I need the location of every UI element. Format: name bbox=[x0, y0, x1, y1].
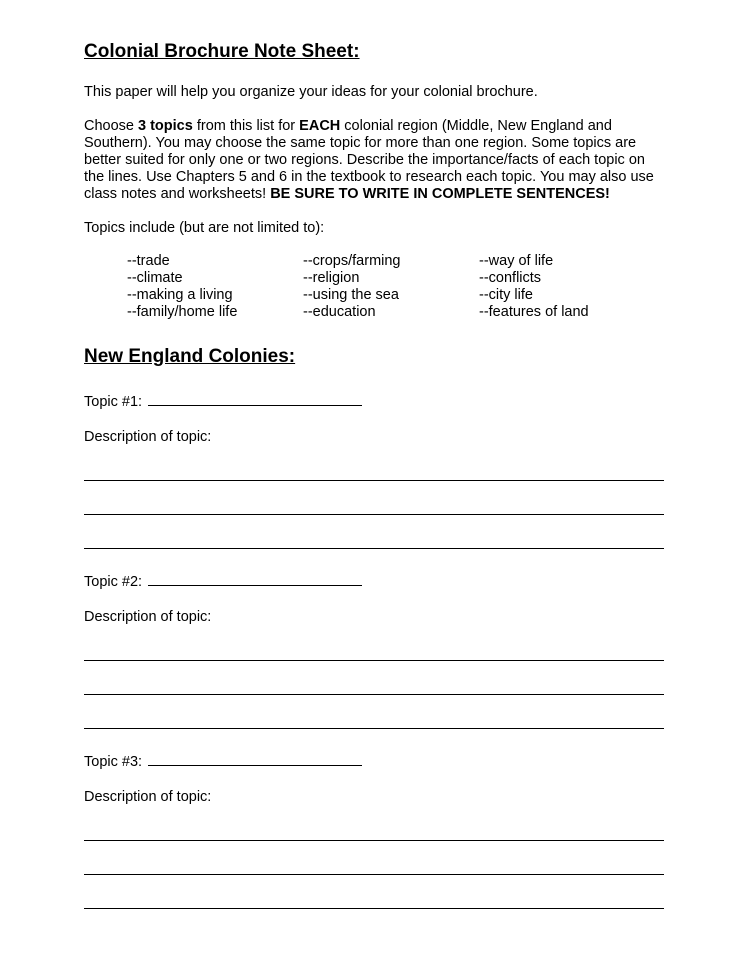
topic-list-item: --using the sea bbox=[303, 287, 399, 303]
topic-list-item: --trade bbox=[127, 253, 170, 269]
writing-line[interactable] bbox=[84, 515, 664, 549]
instructions-paragraph bbox=[84, 118, 664, 203]
topic-list-item: --features of land bbox=[479, 304, 589, 320]
topic-label: Topic #3: bbox=[84, 754, 143, 770]
instructions-part-2: from this list for bbox=[192, 118, 300, 134]
topic-block-2 bbox=[84, 571, 664, 729]
topic-blank-field[interactable] bbox=[148, 571, 362, 586]
topic-blank-field[interactable] bbox=[148, 391, 362, 406]
writing-line[interactable] bbox=[84, 875, 664, 909]
instructions-bold-each: EACH bbox=[299, 118, 341, 134]
topic-row bbox=[84, 391, 664, 411]
section-title: New England Colonies: bbox=[84, 346, 296, 367]
writing-line[interactable] bbox=[84, 626, 664, 661]
instructions-part-1: Choose bbox=[84, 118, 139, 134]
writing-line[interactable] bbox=[84, 661, 664, 695]
topic-list-item: --religion bbox=[303, 270, 360, 286]
topic-column-2 bbox=[303, 253, 479, 321]
instructions-part-3: colonial region (Middle, New England and Southern). You may choose the same topic for more than one region. Some topics are better suited for only one or two regions. Describe the importance/facts of each topic on the lines. Use Chapters 5 and 6 in the textbook to research each topic. You may also use class notes and worksheets! bbox=[84, 118, 654, 202]
instructions-bold-warning: BE SURE TO WRITE IN COMPLETE SENTENCES! bbox=[270, 186, 610, 202]
instructions-bold-topics: 3 topics bbox=[138, 118, 193, 134]
topic-column-3 bbox=[479, 253, 655, 321]
description-label: Description of topic: bbox=[84, 789, 212, 805]
page-title: Colonial Brochure Note Sheet: bbox=[84, 41, 360, 62]
topic-list-item: --education bbox=[303, 304, 376, 320]
writing-line[interactable] bbox=[84, 806, 664, 841]
writing-line[interactable] bbox=[84, 446, 664, 481]
topic-row bbox=[84, 751, 664, 771]
topic-column-1 bbox=[127, 253, 303, 321]
writing-line[interactable] bbox=[84, 481, 664, 515]
writing-line[interactable] bbox=[84, 841, 664, 875]
topic-blank-field[interactable] bbox=[148, 751, 362, 766]
topic-label: Topic #2: bbox=[84, 574, 143, 590]
topic-list-item: --crops/farming bbox=[303, 253, 401, 269]
topic-list-item: --making a living bbox=[127, 287, 233, 303]
topics-intro: Topics include (but are not limited to): bbox=[84, 220, 325, 236]
topic-list-item: --family/home life bbox=[127, 304, 238, 320]
topic-list-item: --city life bbox=[479, 287, 533, 303]
topic-row bbox=[84, 571, 664, 591]
topic-list bbox=[127, 253, 664, 321]
topic-block-3 bbox=[84, 751, 664, 909]
description-label: Description of topic: bbox=[84, 429, 212, 445]
topic-list-item: --climate bbox=[127, 270, 183, 286]
topic-list-item: --conflicts bbox=[479, 270, 542, 286]
description-label: Description of topic: bbox=[84, 609, 212, 625]
writing-line[interactable] bbox=[84, 695, 664, 729]
topic-list-item: --way of life bbox=[479, 253, 554, 269]
worksheet-page bbox=[84, 40, 664, 909]
topic-label: Topic #1: bbox=[84, 394, 143, 410]
intro-text: This paper will help you organize your ideas for your colonial brochure. bbox=[84, 84, 538, 100]
topic-block-1 bbox=[84, 391, 664, 549]
